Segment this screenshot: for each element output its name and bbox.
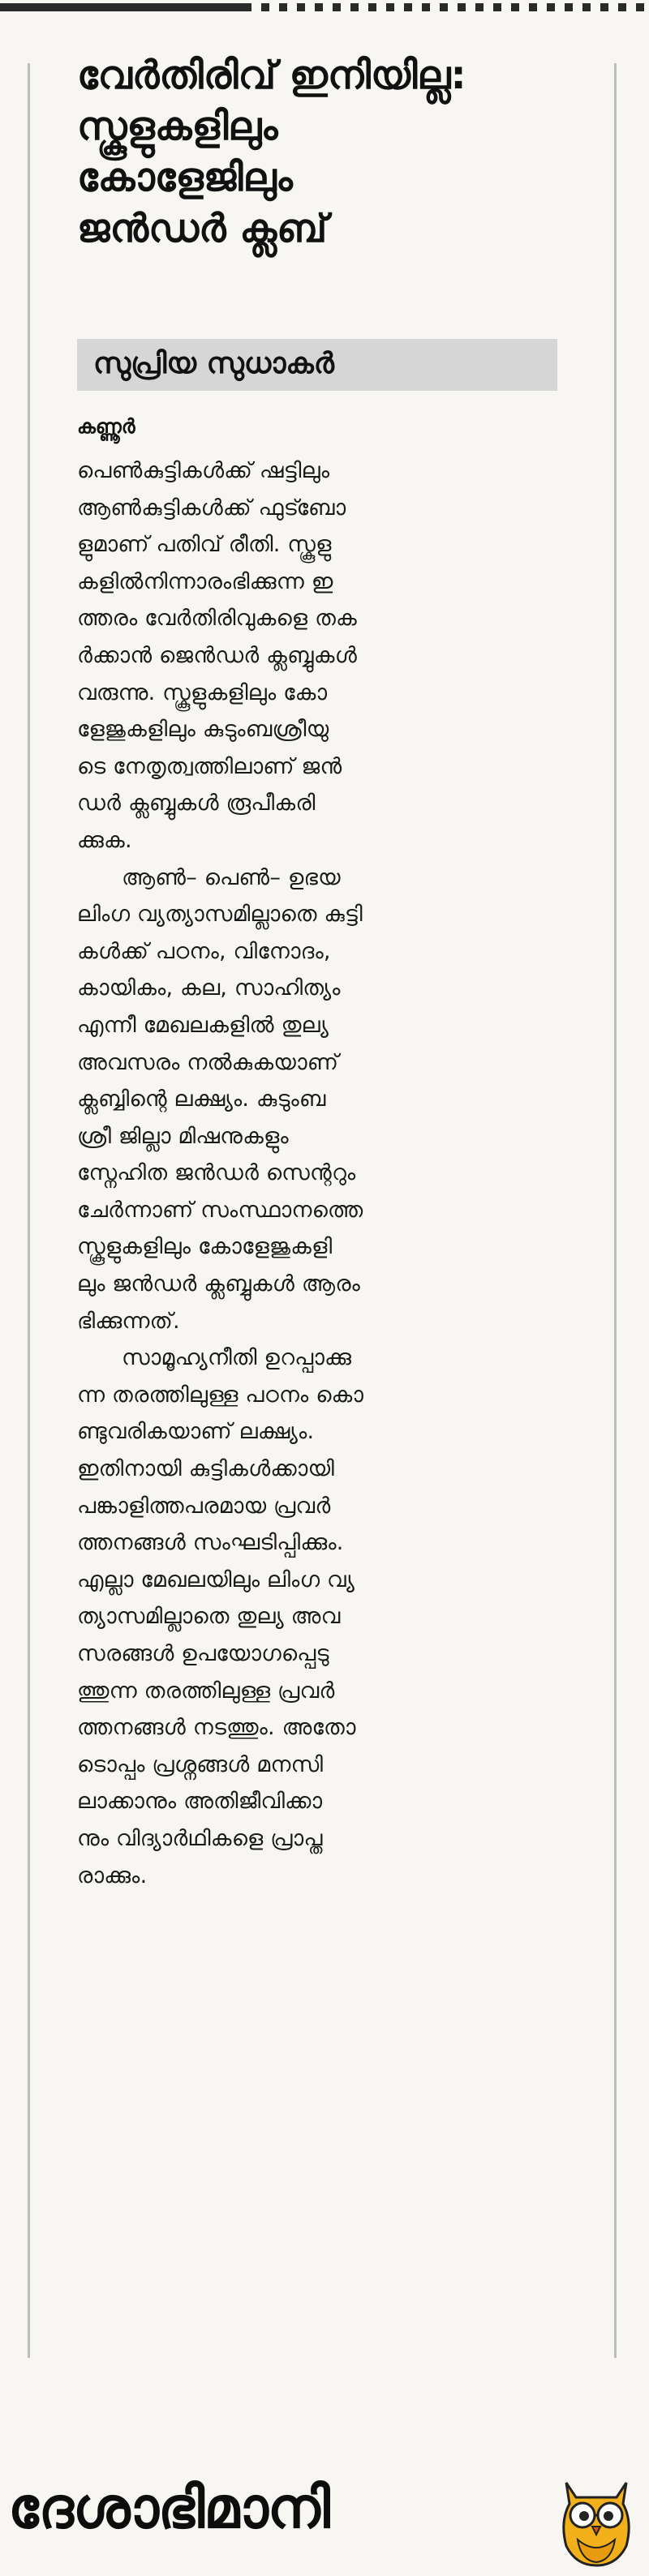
body-line: ആൺ– പെൺ– ഉഭയ <box>122 864 341 890</box>
body-line: അവസരം നൽകുകയാണ് <box>77 1049 339 1075</box>
headline-line: കോളേജിലും <box>77 155 293 200</box>
body-line: ണ്ടുവരികയാണ് ലക്ഷ്യം. <box>77 1419 315 1445</box>
body-line: രാക്കും. <box>77 1862 148 1888</box>
byline-author: സുപ്രിയ സുധാകർ <box>93 347 334 380</box>
body-line: കളിൽനിന്നാരംഭിക്കുന്ന ഇ <box>77 568 333 594</box>
body-line: സ്നേഹിത ജൻഡർ സെന്ററും <box>77 1160 356 1186</box>
body-line: ത്തനങ്ങൾ സംഘടിപ്പിക്കും. <box>77 1530 344 1556</box>
body-line: ഭിക്കുന്നത്. <box>77 1308 180 1334</box>
body-line: ത്തുന്ന തരത്തിലുള്ള പ്രവർ <box>77 1678 335 1704</box>
body-line: ക്കുക. <box>77 827 132 853</box>
top-rule <box>0 0 649 16</box>
body-line: ത്തനങ്ങൾ നടത്തും. അതോ <box>77 1715 356 1741</box>
body-line: ടൊപ്പം പ്രശ്നങ്ങൾ മനസി <box>77 1751 324 1777</box>
article-headline <box>77 50 596 255</box>
body-line: ളുമാണ് പതിവ് രീതി. സ്കൂളു <box>77 532 332 558</box>
body-line: ളേജുകളിലും കുടുംബശ്രീയു <box>77 717 329 743</box>
body-line: ന്ന തരത്തിലുള്ള പഠനം കൊ <box>77 1382 364 1408</box>
body-line: എന്നീ മേഖലകളിൽ തുല്യ <box>77 1012 329 1038</box>
body-line: ആൺകുട്ടികൾക്ക് ഫുട്ബോ <box>77 495 346 521</box>
byline-bar <box>77 339 557 391</box>
dateline: കണ്ണൂർ <box>77 415 135 438</box>
body-line: സരങ്ങൾ ഉപയോഗപ്പെടു <box>77 1641 329 1666</box>
body-line: സ്കൂളുകളിലും കോളേജുകളി <box>77 1234 333 1260</box>
body-line: എല്ലാ മേഖലയിലും ലിംഗ വ്യ <box>77 1567 355 1592</box>
body-line: ചേർന്നാണ് സംസ്ഥാനത്തെ <box>77 1197 363 1223</box>
body-line: ലും ജൻഡർ ക്ലബ്ബുകൾ ആരം <box>77 1271 361 1297</box>
body-line: ക്ലബ്ബിന്റെ ലക്ഷ്യം. കുടുംബ <box>77 1087 326 1112</box>
headline-line: സ്കൂളുകളിലും <box>77 104 278 149</box>
column-rule-left <box>28 63 30 2358</box>
body-line: കൾക്ക് പഠനം, വിനോദം, <box>77 938 331 964</box>
column-rule-right <box>614 63 617 2358</box>
body-line: നും വിദ്യാർഥികളെ പ്രാപ്ത <box>77 1825 323 1851</box>
top-rule-dashes <box>243 3 649 11</box>
body-line: ത്യാസമില്ലാതെ തുല്യ അവ <box>77 1604 341 1630</box>
headline-line: വേർതിരിവ് ഇനിയില്ല: <box>77 53 466 98</box>
body-line: ലിംഗ വ്യത്യാസമില്ലാതെ കുട്ടി <box>77 902 363 928</box>
body-line: സാമൂഹ്യനീതി ഉറപ്പാക്കു <box>122 1345 352 1371</box>
body-line: ർക്കാൻ ജെൻഡർ ക്ലബ്ബുകൾ <box>77 642 358 668</box>
body-line: കായികം, കല, സാഹിത്യം <box>77 975 341 1001</box>
top-rule-solid <box>0 3 243 11</box>
body-line: ശ്രീ ജില്ലാ മിഷനുകളും <box>77 1123 289 1149</box>
article-body <box>77 452 596 1894</box>
body-line: ഡർ ക്ലബ്ബുകൾ രൂപീകരി <box>77 791 316 817</box>
owl-mascot-icon <box>552 2465 641 2570</box>
body-line: ടെ നേതൃത്വത്തിലാണ് ജൻ <box>77 753 342 779</box>
headline-line: ജൻഡർ ക്ലബ് <box>77 206 328 251</box>
body-line: പെൺകുട്ടികൾക്ക് ഷട്ടിലും <box>77 458 330 483</box>
body-line: വരുന്നു. സ്കൂളുകളിലും കോ <box>77 679 328 705</box>
body-line: പങ്കാളിത്തപരമായ പ്രവർ <box>77 1493 331 1519</box>
masthead <box>0 2465 649 2576</box>
body-line: ലാക്കാനും അതിജീവിക്കാ <box>77 1789 323 1815</box>
body-line: ത്തരം വേർതിരിവുകളെ തക <box>77 606 357 632</box>
body-line: ഇതിനായി കുട്ടികൾക്കായി <box>77 1456 335 1482</box>
masthead-logo-text: ദേശാഭിമാനി <box>8 2475 329 2541</box>
